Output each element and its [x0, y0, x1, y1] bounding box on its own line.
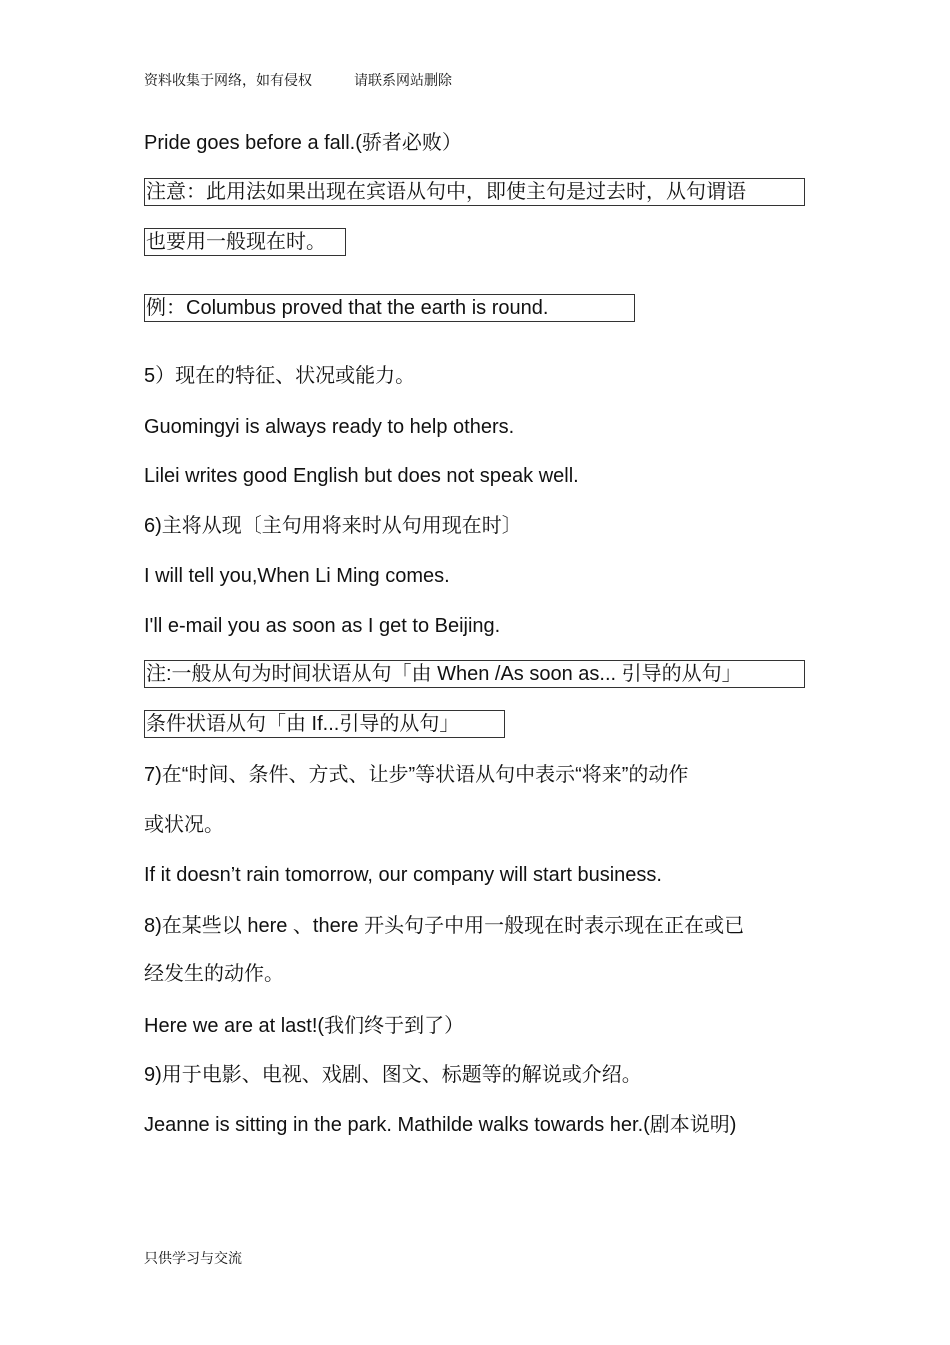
note-box: 也要用一般现在时。 — [144, 228, 346, 256]
example-sentence: Lilei writes good English but does not speak well. — [144, 465, 579, 487]
example-sentence: If it doesn’t rain tomorrow, our company will start business. — [144, 864, 662, 886]
example-sentence: Here we are at last!(我们终于到了） — [144, 1015, 465, 1037]
section-heading-cont: 经发生的动作。 — [144, 963, 284, 985]
example-sentence: Guomingyi is always ready to help others. — [144, 416, 515, 438]
header-notice-right: 请联系网站删除 — [354, 72, 452, 88]
section-heading: 5）现在的特征、状况或能力。 — [144, 365, 416, 387]
text-line: Pride goes before a fall.(骄者必败） — [144, 132, 462, 154]
section-heading-cont: 或状况。 — [144, 814, 224, 836]
section-heading: 7)在“时间、条件、方式、让步”等状语从句中表示“将来”的动作 — [144, 764, 689, 786]
example-sentence: I'll e-mail you as soon as I get to Beijing. — [144, 615, 501, 637]
note-box: 注:一般从句为时间状语从句「由 When /As soon as... 引导的从句」 — [144, 660, 805, 688]
example-sentence: Jeanne is sitting in the park. Mathilde walks towards her.(剧本说明) — [144, 1114, 737, 1136]
note-box: 注意：此用法如果出现在宾语从句中，即使主句是过去时，从句谓语 — [144, 178, 805, 206]
section-heading: 9)用于电影、电视、戏剧、图文、标题等的解说或介绍。 — [144, 1064, 642, 1086]
example-sentence: I will tell you,When Li Ming comes. — [144, 565, 450, 587]
section-heading: 8)在某些以 here 、there 开头句子中用一般现在时表示现在正在或已 — [144, 915, 745, 937]
header-notice-left: 资料收集于网络，如有侵权 — [144, 72, 312, 88]
footer-notice: 只供学习与交流 — [144, 1250, 242, 1266]
note-box: 条件状语从句「由 If...引导的从句」 — [144, 710, 505, 738]
example-box: 例：Columbus proved that the earth is round. — [144, 294, 635, 322]
section-heading: 6)主将从现〔主句用将来时从句用现在时〕 — [144, 515, 522, 537]
